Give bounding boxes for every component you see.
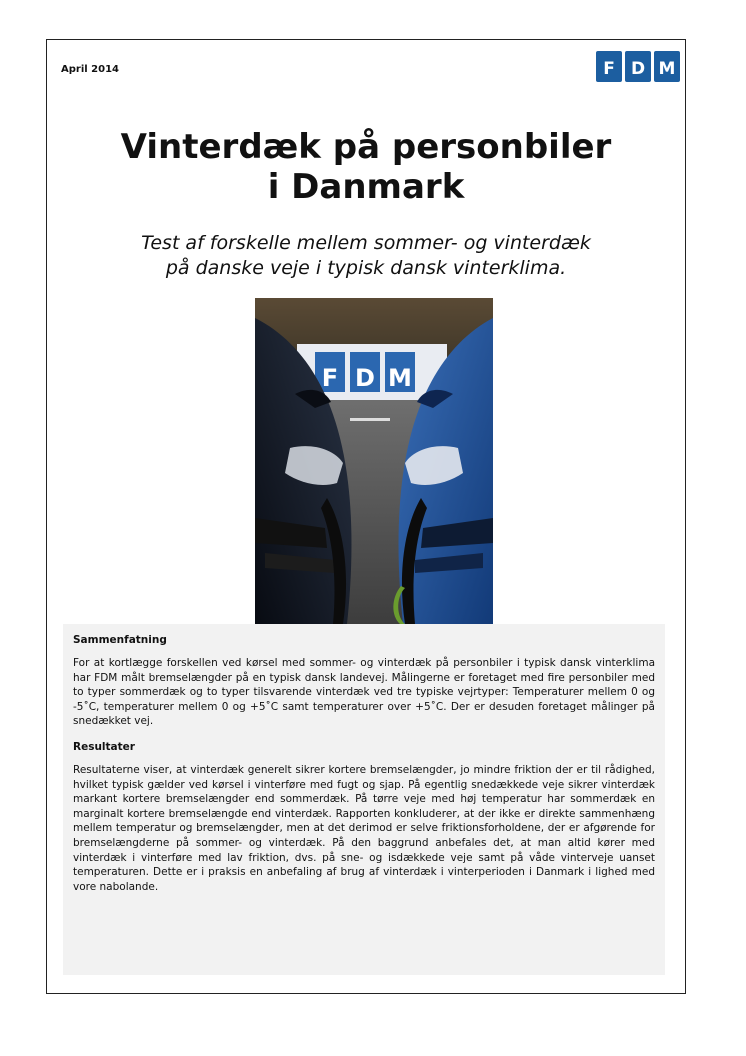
subtitle-line-2: på danske veje i typisk dansk vinterklima.	[165, 257, 567, 279]
results-heading: Resultater	[73, 740, 135, 753]
cars-photo	[255, 298, 493, 624]
document-title	[47, 127, 685, 207]
sign-letter-f: F	[321, 364, 339, 392]
summary-box	[63, 624, 665, 975]
logo-letter-d: D	[625, 51, 651, 82]
logo-letter-m: M	[654, 51, 680, 82]
results-text: Resultaterne viser, at vinterdæk generelt sikrer kortere bremselængder, jo mindre friktion der er til rådighed, hvilket typisk gælder ved kørsel i vinterføre med fugt og sjap. På egentlig snedækkede veje sikrer vinterdæk markant kortere bremselængder end sommerdæk. På tørre veje med høj temperatur har sommerdæk en marginalt kortere bremselængde end vinterdæk. Rapporten konkluderer, at der ikke er direkte sammenhæng mellem temperatur og bremselængder, men at det derimod er selve friktionsforholdene, der er afgørende for bremselængderne på sommer- og vinterdæk. På den baggrund anbefales det, at man altid kører med vinterdæk i vinterføre med lav friktion, dvs. på sne- og isdækkede veje samt på våde vinterveje uanset temperaturen. Dette er i praksis en anbefaling af brug af vinterdæk i vinterperioden i Danmark i lighed med vore nabolande.	[73, 763, 655, 893]
sign-letter-m: M	[388, 364, 412, 392]
subtitle-line-1: Test af forskelle mellem sommer- og vinterdæk	[141, 232, 591, 254]
logo-letter-f: F	[596, 51, 622, 82]
fdm-logo	[596, 51, 680, 82]
cars-illustration	[255, 298, 493, 624]
title-line-2: i Danmark	[267, 167, 465, 207]
sign-letter-d: D	[355, 364, 375, 392]
summary-heading: Sammenfatning	[73, 634, 167, 646]
document-page	[46, 39, 686, 994]
title-line-1: Vinterdæk på personbiler	[120, 127, 612, 167]
document-subtitle	[47, 231, 685, 281]
report-date: April 2014	[61, 64, 119, 75]
summary-text: For at kortlægge forskellen ved kørsel med sommer- og vinterdæk på personbiler i typisk dansk vinterklima har FDM målt bremselængder på en typisk dansk landevej. Målingerne er foretaget med fire personbiler med to typer sommerdæk og to typer tilsvarende vinterdæk ved tre typiske vejrtyper: Temperaturer mellem 0 og -5˚C, temperaturer mellem 0 og +5˚C samt temperaturer over +5˚C. Der er desuden foretaget målinger på snedækket vej.	[73, 657, 655, 728]
